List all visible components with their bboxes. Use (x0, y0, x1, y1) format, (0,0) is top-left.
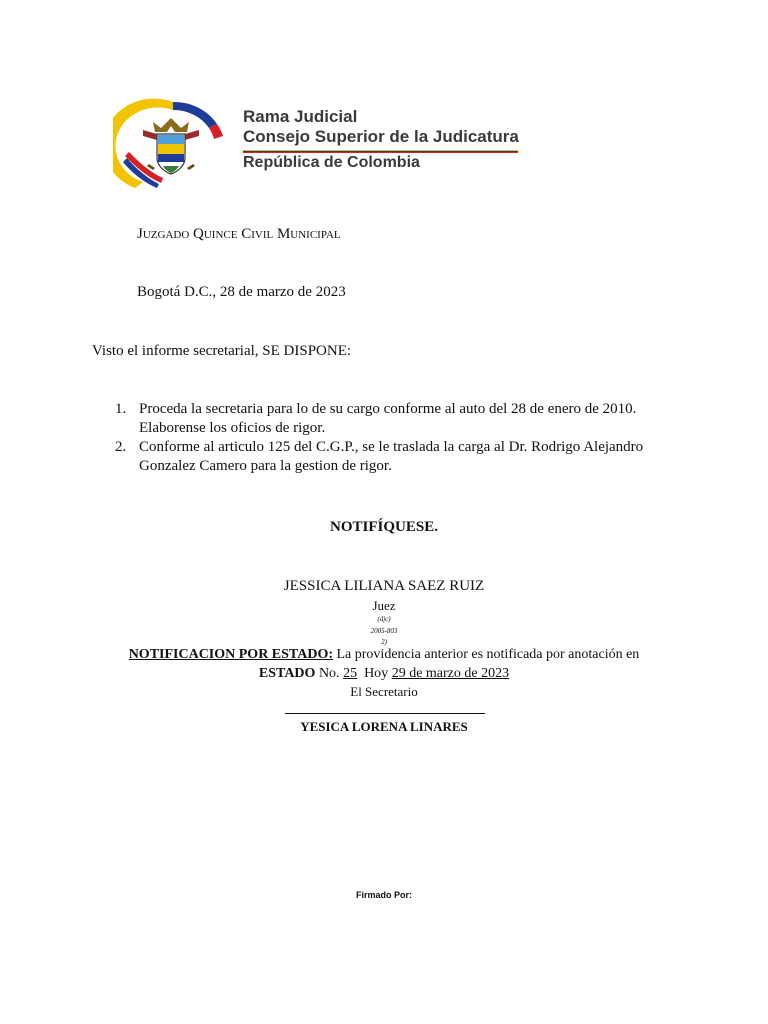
secretary-name: YESICA LORENA LINARES (300, 719, 468, 734)
order-text: Proceda la secretaria para lo de su cargo conforme al auto del 28 de enero de 2010. Elaborense los oficios de rigor. (139, 401, 637, 436)
logo-text (243, 108, 533, 171)
logo-line-consejo: Consejo Superior de la Judicatura (243, 127, 519, 146)
order-number: 2. (115, 439, 127, 455)
date-line: Bogotá D.C., 28 de marzo de 2023 (137, 284, 346, 300)
signed-by-label: Firmado Por: (355, 890, 412, 900)
order-item (110, 400, 670, 438)
order-item (110, 438, 670, 476)
intro-line: Visto el informe secretarial, SE DISPONE: (92, 343, 352, 359)
estado-no-label: No. (315, 666, 344, 681)
court-name: Juzgado Quince Civil Municipal (137, 226, 341, 242)
secretary-role: El Secretario (350, 684, 418, 699)
file-suffix: 2) (381, 638, 387, 646)
judiciary-logo (113, 96, 533, 196)
file-number: 2005-803 (370, 627, 398, 635)
logo-rule-red (243, 152, 518, 153)
estado-text: La providencia anterior es notificada por anotación en (333, 647, 640, 662)
estado-number: 25 (343, 666, 358, 681)
notify-heading: NOTIFÍQUESE. (330, 519, 438, 535)
order-number: 1. (115, 401, 127, 417)
order-text: Conforme al articulo 125 del C.G.P., se le traslada la carga al Dr. Rodrigo Alejandro Gonzalez Camero para la gestion de rigor. (139, 439, 644, 474)
estado-line-1 (0, 647, 768, 663)
estado-label: ESTADO (258, 666, 316, 681)
signature-line (285, 713, 485, 714)
logo-color-rule (243, 150, 518, 153)
judge-role: Juez (372, 598, 396, 613)
estado-line-2 (0, 666, 768, 682)
judge-initials: (djc) (377, 615, 391, 623)
estado-hoy-label: Hoy (357, 666, 392, 681)
logo-line-republica: República de Colombia (243, 154, 420, 171)
estado-date: 29 de marzo de 2023 (391, 666, 510, 681)
judge-name: JESSICA LILIANA SAEZ RUIZ (283, 578, 485, 594)
colombia-coat-of-arms-icon (113, 96, 231, 192)
estado-heading: NOTIFICACION POR ESTADO: (128, 647, 333, 662)
logo-line-rama-judicial: Rama Judicial (243, 107, 358, 126)
orders-list (110, 400, 670, 476)
